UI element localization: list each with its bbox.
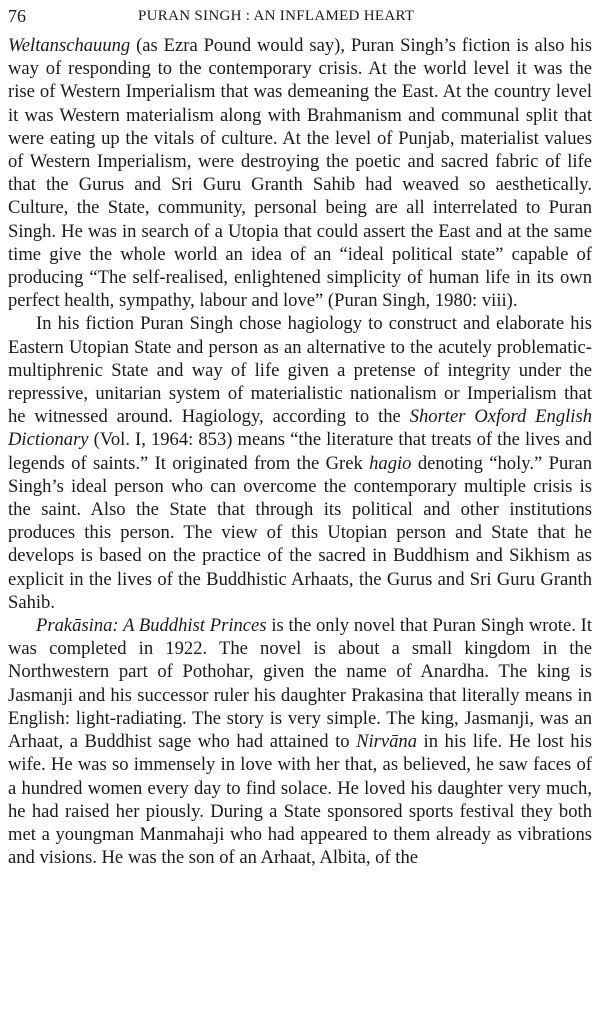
paragraph (8, 614, 592, 869)
text-run: denoting “holy.” Puran Singh’s ideal person who can overcome the contemporary multiple crisis is the saint. Also the State that through its political and other institutions produces this person. The view of this Utopian person and State that he develops is based on the practice of the sacred in Buddhism and Sikhism as explicit in the lives of the Buddhistic Arhaats, the Gurus and Sri Guru Granth Sahib. (8, 452, 592, 613)
text-run: (as Ezra Pound would say), Puran Singh’s fiction is also his way of responding to the contemporary crisis. At the world level it was the rise of Western Imperialism that was demeaning the East. At the country level it was Western materialism along with Brahmanism and communal split that were eating up the vitals of culture. At the level of Punjab, materialist values of Western Imperialism, were destroying the poetic and sacred fabric of life that the Gurus and Sri Guru Granth Sahib had weaved so aesthetically. Culture, the State, community, personal being are all interrelated to Puran Singh. He was in search of a Utopia that could assert the East and at the same time give the whole world an idea of an “ideal political state” capable of producing “The self-realised, enlightened simplicity of human life in its own perfect health, sympathy, labour and love” (Puran Singh, 1980: viii). (8, 35, 592, 312)
italic-run: Weltanschauung (8, 35, 131, 56)
paragraph (8, 34, 592, 312)
text-run: In his fiction Puran Singh chose hagiology to construct and elaborate his Eastern Utopian State and person as an alternative to the acutely problematic-multiphrenic State and way of life given a pretense of integrity under the repressive, unitarian system of materialistic nationalism or Imperialism that he witnessed around. Hagiology, according to the (8, 313, 592, 428)
italic-run: Shorter Oxford English Dictionary (8, 406, 592, 451)
body-text (8, 34, 592, 869)
running-title: PURAN SINGH : AN INFLAMED HEART (138, 8, 415, 24)
italic-run: Nirvāna (356, 731, 418, 753)
italic-run: Prakāsina: A Buddhist Princes (36, 615, 267, 637)
italic-run: hagio (369, 452, 412, 474)
text-run: is the only novel that Puran Singh wrote. It was completed in 1922. The novel is about a small kingdom in the Northwestern part of Pothohar, given the name of Anardha. The king is Jasmanji and his successor ruler his daughter Prakasina that literally means in English: light-radiating. The story is very simple. The king, Jasmanji, was an Arhaat, a Buddhist sage who had attained to (8, 615, 592, 753)
text-run: in his life. He lost his wife. He was so immensely in love with her that, as believed, he saw faces of a hundred women every day to find solace. He loved his daughter very much, he had raised her piously. During a State sponsored sports festival they both met a youngman Manmahaji who had appeared to them already as vibrations and visions. He was the son of an Arhaat, Albita, of the (8, 731, 592, 869)
paragraph (8, 312, 592, 614)
text-run: (Vol. I, 1964: 853) means “the literature that treats of the lives and legends of saints.” It originated from the Grek (8, 429, 592, 474)
running-head (8, 4, 592, 34)
page-number: 76 (8, 6, 26, 26)
